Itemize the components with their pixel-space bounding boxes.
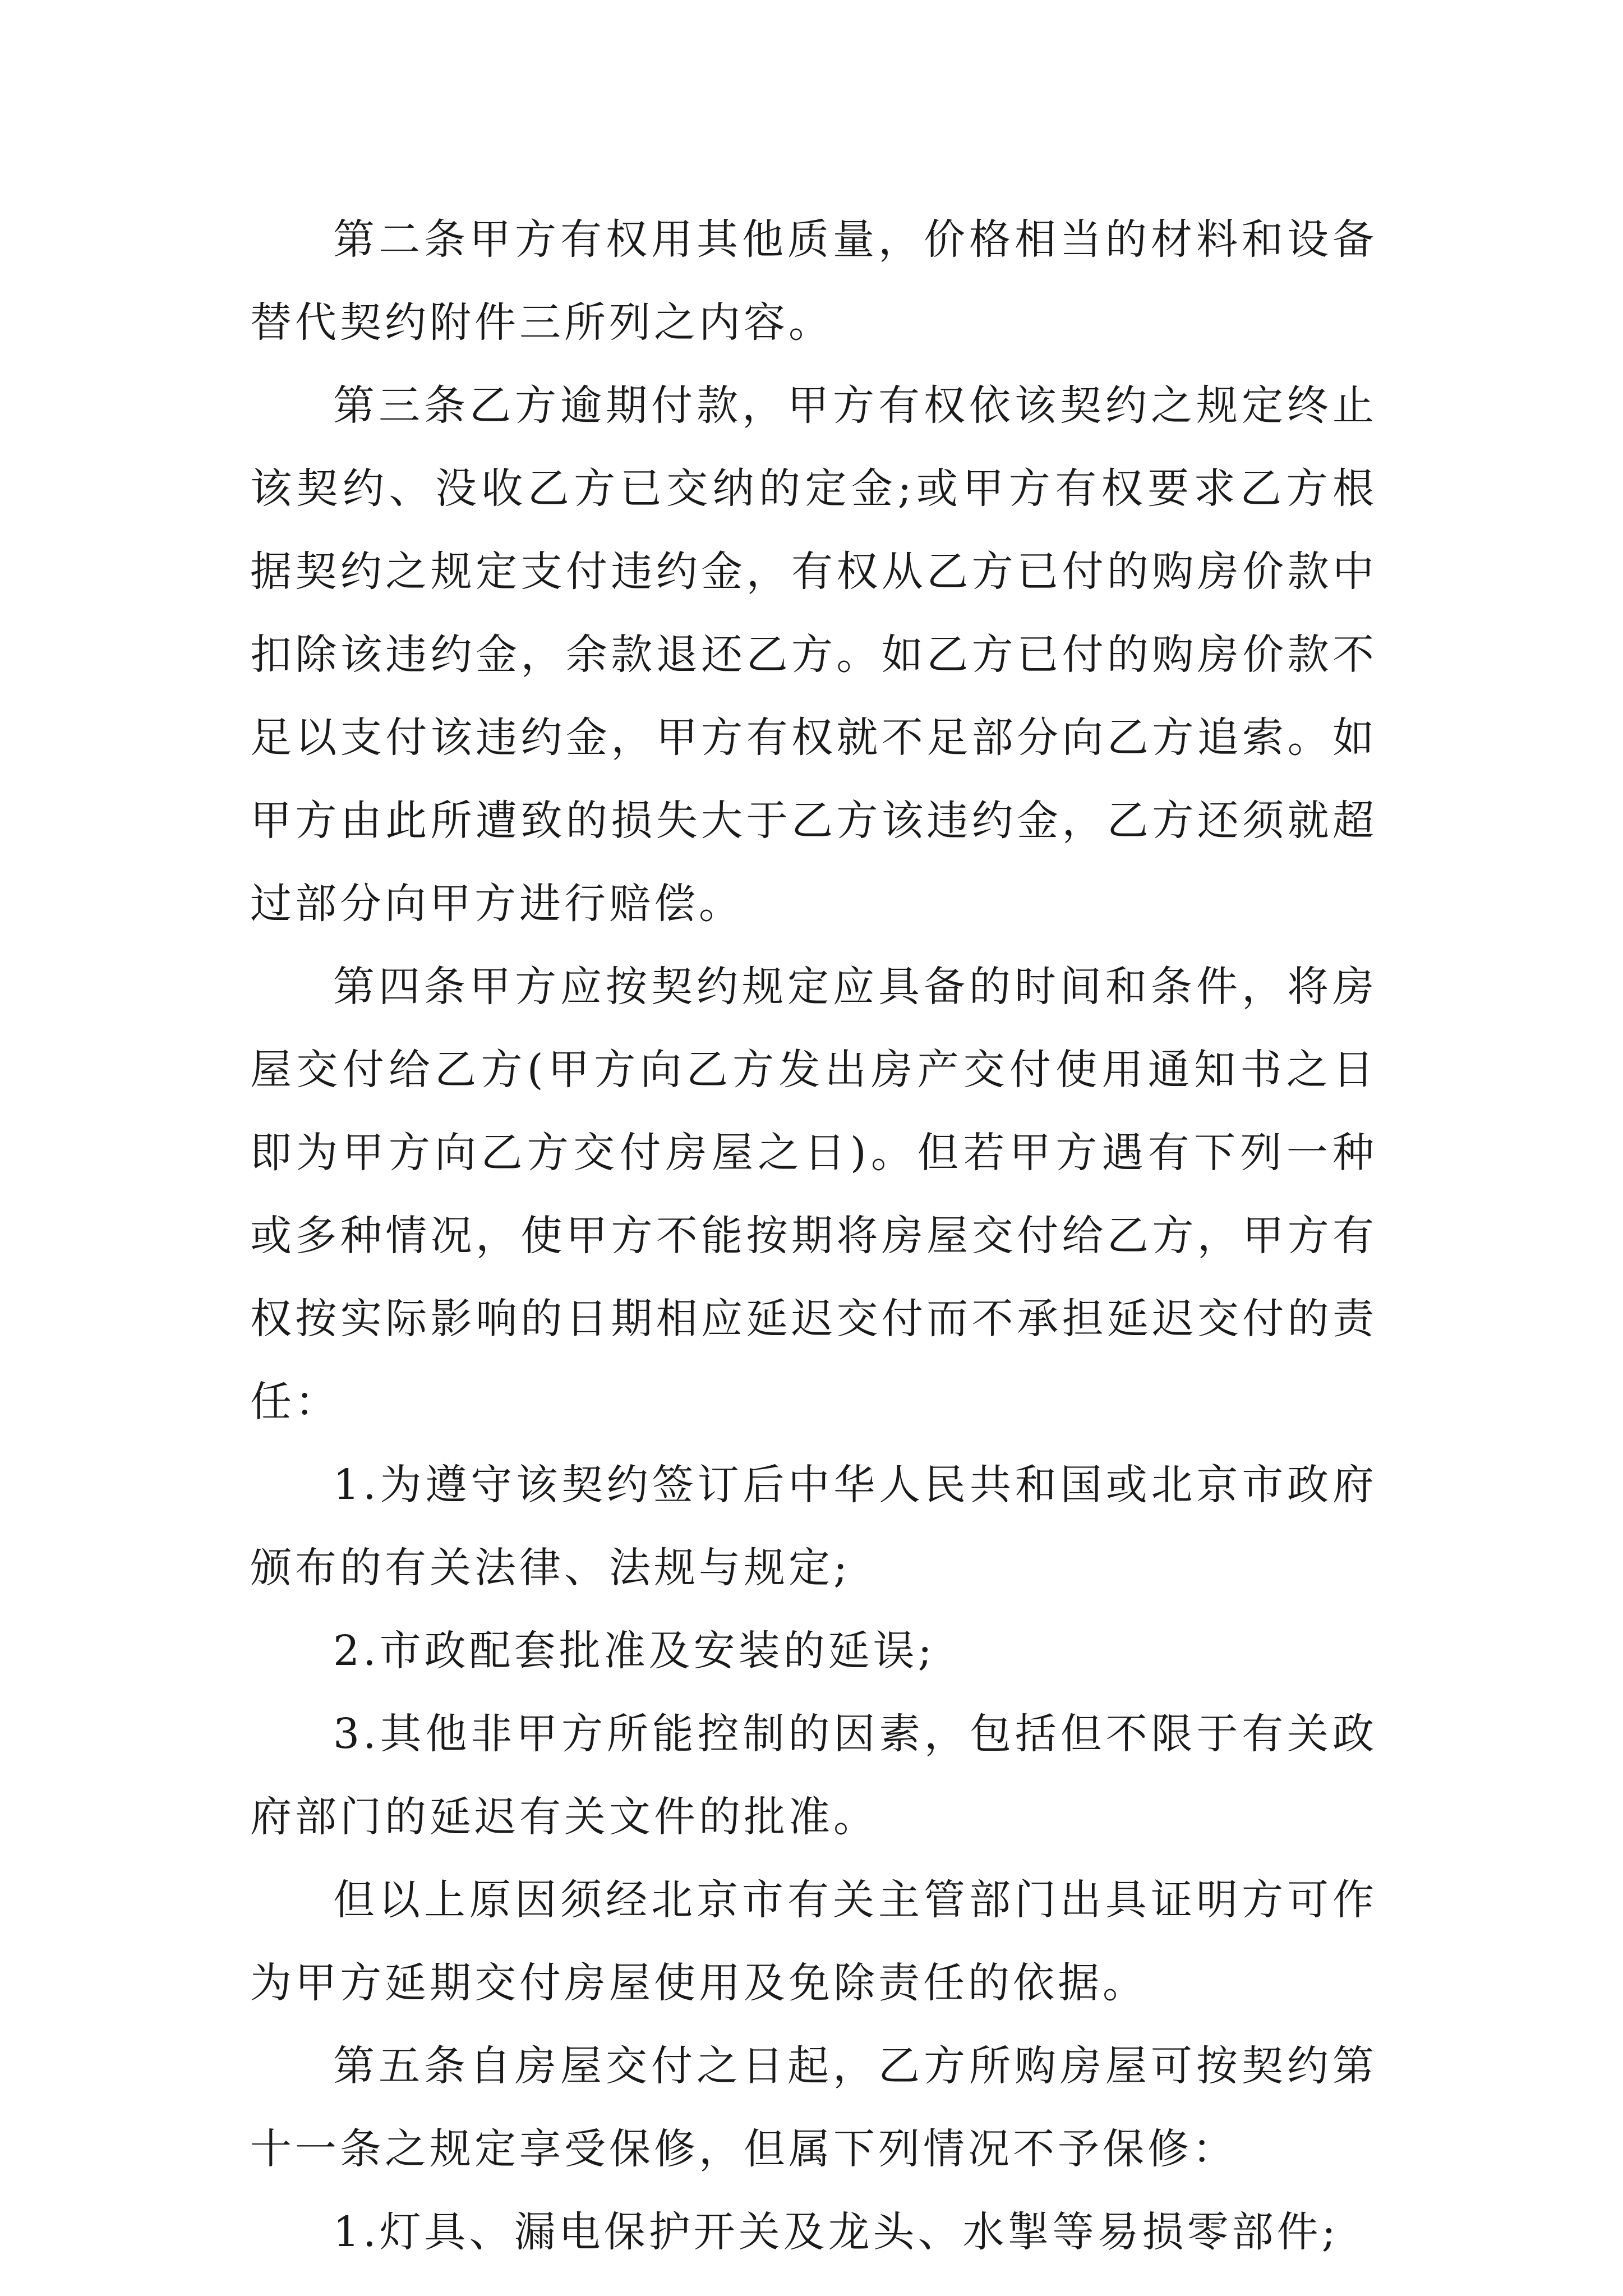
list-item-1: 1.为遵守该契约签订后中华人民共和国或北京市政府颁布的有关法律、法规与规定;: [250, 1461, 1377, 1592]
paragraph-proviso: 但以上原因须经北京市有关主管部门出具证明方可作为甲方延期交付房屋使用及免除责任的依据。: [250, 1876, 1377, 2007]
paragraph-article-2: 第二条甲方有权用其他质量，价格相当的材料和设备替代契约附件三所列之内容。: [250, 215, 1377, 347]
list-item-2: 2.市政配套批准及安装的延误;: [333, 1627, 935, 1675]
paragraph-article-4: 第四条甲方应按契约规定应具备的时间和条件，将房屋交付给乙方(甲方向乙方发出房产交付使用通知书之日即为甲方向乙方交付房屋之日)。但若甲方遇有下列一种或多种情况，使甲方不能按期将房屋交付给乙方，甲方有权按实际影响的日期相应延迟交付而不承担延迟交付的责任：: [250, 963, 1377, 1426]
paragraph-article-3: 第三条乙方逾期付款，甲方有权依该契约之规定终止该契约、没收乙方已交纳的定金;或甲方有权要求乙方根据契约之规定支付违约金，有权从乙方已付的购房价款中扣除该违约金，余款退还乙方。如乙方已付的购房价款不足以支付该违约金，甲方有权就不足部分向乙方追索。如甲方由此所遭致的损失大于乙方该违约金，乙方还须就超过部分向甲方进行赔偿。: [250, 381, 1377, 928]
paragraph-article-5: 第五条自房屋交付之日起，乙方所购房屋可按契约第十一条之规定享受保修，但属下列情况不予保修：: [250, 2042, 1377, 2173]
list-item-3: 3.其他非甲方所能控制的因素，包括但不限于有关政府部门的延迟有关文件的批准。: [250, 1710, 1377, 1841]
list-item-article-5-1: 1.灯具、漏电保护开关及龙头、水掣等易损零部件;: [333, 2208, 1339, 2256]
document-body: [250, 198, 1377, 2274]
